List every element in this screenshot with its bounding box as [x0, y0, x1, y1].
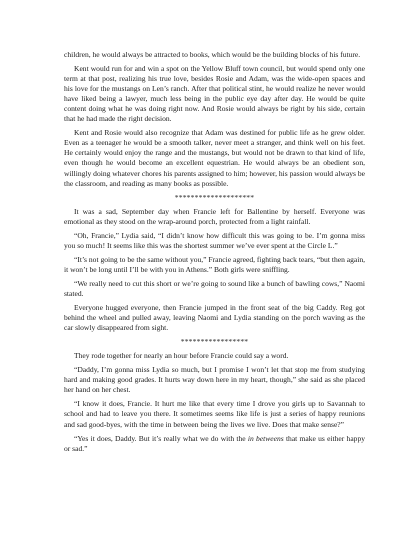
paragraph-kent-council: Kent would run for and win a spot on the Yellow Bluff town council, but would spend only one term at that post, realizing his true love, besides Rosie and Adam, was the wide-open spaces and his love for the mustangs on Len’s ranch. After that political stint, he would realize he never would have liked being a lawyer, much less being in the public eye day after day. He would be quite content doing what he was doing right now. And Rosie would always be right by his side, certain that he had made the right decision.	[64, 64, 365, 124]
section-separator: *****************	[180, 337, 249, 347]
text-before-emphasis: “Yes it does, Daddy. But it’s really what we do with the	[74, 433, 248, 443]
paragraph-adam-public-life: Kent and Rosie would also recognize that Adam was destined for public life as he grew older. Even as a teenager he would be a smooth talker, never meet a stranger, and think well on his feet. He certainly would enjoy the range and the mustangs, but would not be drawn to that kind of life, even though he would become an excellent equestrian. He would always be an obedient son, willingly doing whatever chores his parents assigned to him; however, his passion would always be the classroom, and reading as many books as possible.	[64, 128, 365, 188]
paragraph-september-day: It was a sad, September day when Francie left for Ballentine by herself. Everyone was emotional as they stood on the wrap-around porch, protected from a light rainfall.	[64, 206, 365, 226]
paragraph-naomi-dialogue: “We really need to cut this short or we’re going to sound like a bunch of bawling cows,” Naomi stated.	[64, 278, 365, 298]
paragraph-rode-together: They rode together for nearly an hour before Francie could say a word.	[74, 351, 289, 361]
emphasized-text: in betweens	[247, 433, 284, 443]
paragraph-daddy-miss-lydia: “Daddy, I’m gonna miss Lydia so much, but I promise I won’t let that stop me from studying hard and making good grades. It hurts way down here in my heart, though,” she said as she placed her hand on her chest.	[64, 365, 365, 395]
page-body	[64, 50, 365, 458]
text-after-emphasis: that make us either happy or sad.”	[64, 433, 365, 453]
paragraph-in-betweens	[64, 434, 365, 454]
paragraph-reunions-goodbyes: “I know it does, Francie. It hurt me like that every time I drove you girls up to Savannah to school and had to leave you there. It sometimes seems like life is just a series of happy reunions and sad good-byes, with the time in between being the lives we live. Does that make sense?”	[64, 399, 365, 429]
paragraph-francie-dialogue: “It’s not going to be the same without you,” Francie agreed, fighting back tears, “but then again, it won’t be long until I’ll be with you in Athens.” Both girls were sniffling.	[64, 254, 365, 274]
paragraph-continuation: children, he would always be attracted to books, which would be the building blocks of his future.	[64, 50, 361, 59]
section-separator: ********************	[174, 192, 255, 202]
paragraph-lydia-dialogue: “Oh, Francie,” Lydia said, “I didn’t know how difficult this was going to be. I’m gonna miss you so much! It seems like this was the shortest summer we’ve ever spent at the Circle L.”	[64, 230, 365, 250]
paragraph-hugs-departure: Everyone hugged everyone, then Francie jumped in the front seat of the big Caddy. Reg got behind the wheel and pulled away, leaving Naomi and Lydia standing on the porch waving as the car slowly disappeared from sight.	[64, 303, 365, 333]
